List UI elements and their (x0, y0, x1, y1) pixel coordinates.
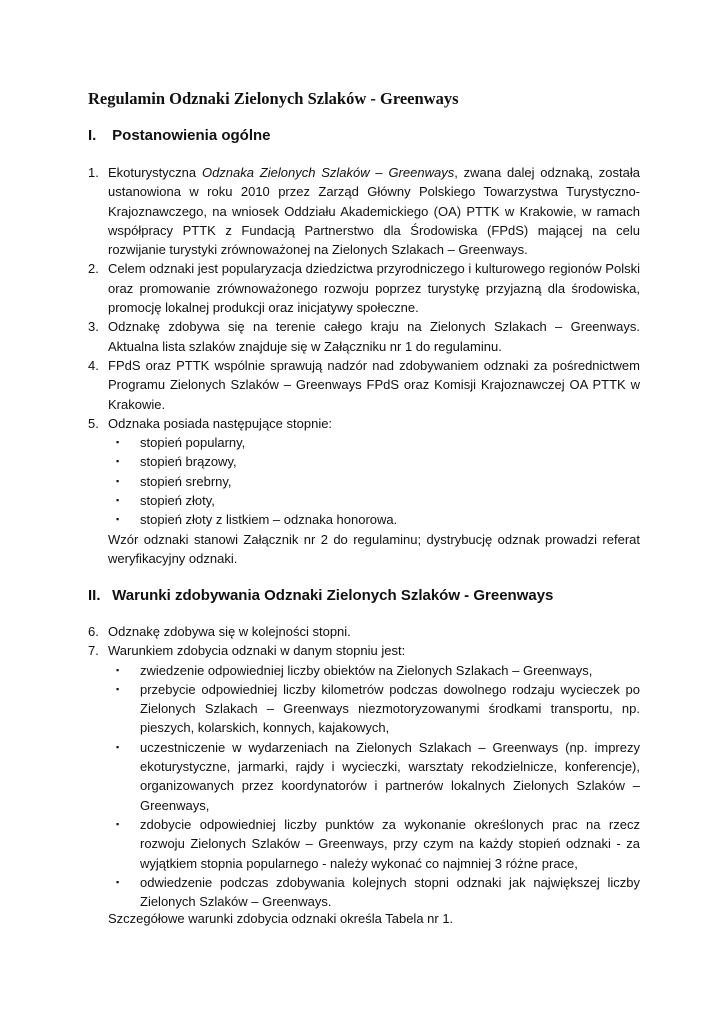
section-2-list (88, 622, 640, 911)
list-item (88, 356, 640, 414)
bullet-icon: ▪ (116, 495, 120, 506)
item-text: Celem odznaki jest popularyzacja dziedzictwa przyrodniczego i kulturowego regionów Polski oraz promowanie zrównoważonego rozwoju poprzez turystykę przyjazną dla środowiska, promocję lokalnej produkcji oraz inicjatywy społeczne. (108, 261, 640, 316)
section-heading-1 (88, 126, 648, 146)
list-item (88, 317, 640, 356)
degree-item (88, 433, 640, 452)
degree-text: stopień złoty z listkiem – odznaka honorowa. (140, 512, 398, 528)
item-number: 6. (88, 624, 99, 639)
degree-item (88, 452, 640, 471)
degree-text: stopień srebrny, (140, 473, 232, 489)
condition-item (88, 680, 640, 738)
item-text: FPdS oraz PTTK wspólnie sprawują nadzór nad zdobywaniem odznaki za pośrednictwem Programu Zielonych Szlaków – Greenways FPdS oraz Komisji Krajoznawczej OA PTTK w Krakowie. (108, 357, 640, 412)
condition-item (88, 661, 640, 680)
item-number: 2. (88, 261, 99, 277)
item-number: 7. (88, 643, 99, 659)
bullet-icon: ▪ (116, 664, 120, 675)
bullet-icon: ▪ (116, 818, 120, 829)
item-number: 5. (88, 415, 99, 431)
condition-text: odwiedzenie podczas zdobywania kolejnych stopni odznaki jak największej liczby Zielonych Szlaków – Greenways. (140, 874, 640, 910)
item-text-pre: Ekoturystyczna (108, 165, 202, 180)
section-number: II. (88, 587, 101, 604)
bullet-icon: ▪ (116, 514, 120, 525)
bullet-icon: ▪ (116, 456, 120, 467)
degree-item (88, 510, 640, 529)
condition-item (88, 738, 640, 815)
degree-list (88, 433, 640, 529)
list-item (88, 163, 640, 259)
document-title: Regulamin Odznaki Zielonych Szlaków - Greenways (88, 89, 459, 108)
degree-text: stopień brązowy, (140, 454, 237, 470)
list-item (88, 641, 640, 660)
degree-item (88, 491, 640, 510)
condition-text: zwiedzenie odpowiedniej liczby obiektów na Zielonych Szlakach – Greenways, (140, 662, 593, 678)
condition-list (88, 661, 640, 912)
degree-text: stopień złoty, (140, 493, 215, 509)
item-text: Odznakę zdobywa się na terenie całego kraju na Zielonych Szlakach – Greenways. Aktualna lista szlaków znajduje się w Załączniku nr 1 do regulaminu. (108, 319, 640, 354)
section-title: Postanowienia ogólne (112, 127, 271, 144)
item-number: 1. (88, 165, 99, 180)
section-1-note: Wzór odznaki stanowi Załącznik nr 2 do regulaminu; dystrybucję odznak prowadzi referat weryfikacyjny odznaki. (108, 531, 640, 566)
bullet-icon: ▪ (116, 683, 120, 694)
condition-item (88, 873, 640, 912)
degree-text: stopień popularny, (140, 435, 246, 451)
degree-item (88, 472, 640, 491)
bullet-icon: ▪ (116, 741, 120, 752)
section-number: I. (88, 127, 97, 144)
item-number: 3. (88, 319, 99, 335)
condition-text: przebycie odpowiedniej liczby kilometrów podczas dowolnego rodzaju wycieczek po Zielonych Szlakach – Greenways niezmotoryzowanymi środkami transportu, np. pieszych, kolarskich, konnych, kajakowych, (140, 681, 640, 736)
item-text: Warunkiem zdobycia odznaki w danym stopniu jest: (108, 643, 406, 659)
item-text-emphasis: Odznaka Zielonych Szlaków – Greenways (201, 165, 455, 180)
condition-text: zdobycie odpowiedniej liczby punktów za wykonanie określonych prac na rzecz rozwoju Zielonych Szlaków – Greenways, przy czym na każdy stopień odznaki - za wyjątkiem stopnia popularnego - należy wykonać co najmniej 3 różne prace, (140, 816, 640, 871)
list-item (88, 414, 640, 433)
item-number: 4. (88, 357, 99, 373)
bullet-icon: ▪ (116, 437, 120, 448)
bullet-icon: ▪ (116, 876, 120, 887)
condition-text: uczestniczenie w wydarzeniach na Zielonych Szlakach – Greenways (np. imprezy ekoturystyczne, jarmarki, rajdy i wycieczki, warsztaty rekodzielnicze, konferencje), organizowanych przez koordynatorów i partnerów lokalnych Zielonych Szlaków – Greenways, (140, 739, 640, 813)
section-title: Warunki zdobywania Odznaki Zielonych Szlaków - Greenways (112, 587, 554, 604)
bullet-icon: ▪ (116, 475, 120, 486)
item-text: Odznaka posiada następujące stopnie: (108, 415, 333, 431)
item-text-post: , zwana dalej odznaką, została ustanowiona w roku 2010 przez Zarząd Główny Polskiego Towarzystwa Turystyczno-Krajoznawczego, na wniosek Oddziału Akademickiego (OA) PTTK w Krakowie, w ramach współpracy PTTK z Fundacją Partnerstwo dla Środowiska (FPdS) mającej na celu rozwijanie turystyki zrównoważonej na Zielonych Szlakach – Greenways. (108, 165, 640, 258)
list-item (88, 259, 640, 317)
section-heading-2 (88, 586, 648, 606)
section-1-list (88, 163, 640, 568)
item-text: Odznakę zdobywa się w kolejności stopni. (108, 624, 351, 639)
section-2-note: Szczegółowe warunki zdobycia odznaki określa Tabela nr 1. (108, 911, 454, 926)
condition-item (88, 815, 640, 873)
list-item (88, 622, 640, 641)
